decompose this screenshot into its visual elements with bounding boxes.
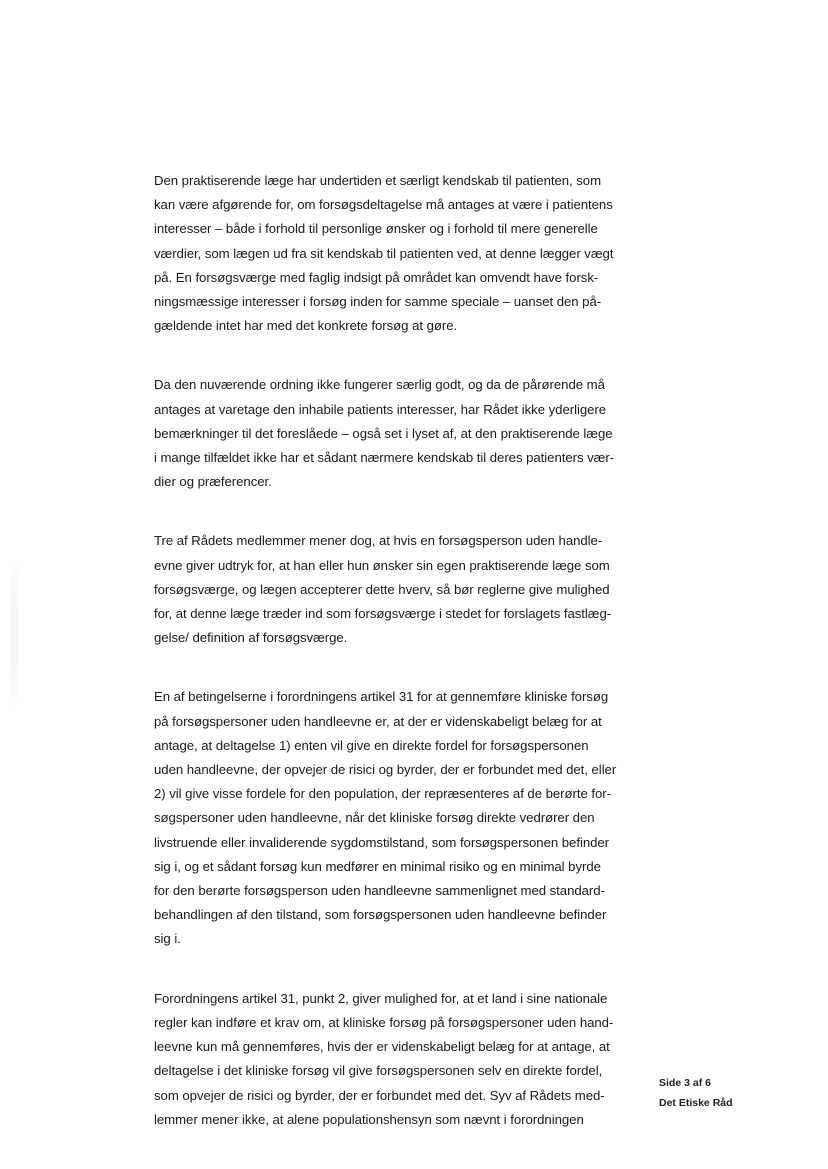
text-line: antage, at deltagelse 1) enten vil give en direkte fordel for forsøgspersonen [154, 737, 589, 753]
text-line: gældende intet har med det konkrete forsøg at gøre. [154, 318, 458, 334]
paragraph-2 [154, 373, 674, 494]
paragraph-3 [154, 529, 674, 650]
text-line: behandlingen af den tilstand, som forsøgspersonen uden handleevne befinder [154, 907, 607, 923]
text-line: interesser – både i forhold til personlige ønsker og i forhold til mere generelle [154, 221, 598, 237]
text-line: Tre af Rådets medlemmer mener dog, at hvis en forsøgsperson uden handle- [154, 533, 603, 549]
text-line: leevne kun må gennemføres, hvis der er videnskabeligt belæg for at antage, at [154, 1039, 610, 1055]
text-line: gelse/ definition af forsøgsværge. [154, 630, 348, 646]
text-line: kan være afgørende for, om forsøgsdeltagelse må antages at være i patientens [154, 197, 613, 213]
body-text [154, 169, 674, 1167]
text-line: deltagelse i det kliniske forsøg vil give forsøgspersonen selv en direkte fordel, [154, 1063, 603, 1079]
page-number: Side 3 af 6 [659, 1077, 711, 1089]
text-line: Da den nuværende ordning ikke fungerer særlig godt, og da de pårørende må [154, 377, 605, 393]
text-line: antages at varetage den inhabile patients interesser, har Rådet ikke yderligere [154, 401, 607, 417]
text-line: sig i, og et sådant forsøg kun medfører en minimal risiko og en minimal byrde [154, 858, 601, 874]
paragraph-1 [154, 169, 674, 338]
paragraph-5 [154, 987, 674, 1132]
paragraph-4 [154, 685, 674, 951]
organization-name: Det Etiske Råd [659, 1097, 733, 1109]
scan-shadow [10, 560, 18, 710]
text-line: evne giver udtryk for, at han eller hun ønsker sin egen praktiserende læge som [154, 557, 610, 573]
text-line: lemmer mener ikke, at alene populationshensyn som nævnt i forordningen [154, 1111, 584, 1127]
text-line: forsøgsværge, og lægen accepterer dette hverv, så bør reglerne give mulighed [154, 581, 610, 597]
text-line: som opvejer de risici og byrder, der er forbundet med det. Syv af Rådets med- [154, 1087, 605, 1103]
text-line: 2) vil give visse fordele for den population, der repræsenteres af de berørte for- [154, 786, 611, 802]
text-line: ningsmæssige interesser i forsøg inden for samme speciale – uanset den på- [154, 294, 602, 310]
text-line: regler kan indføre et krav om, at kliniske forsøg på forsøgspersoner uden hand- [154, 1014, 614, 1030]
text-line: Den praktiserende læge har undertiden et særligt kendskab til patienten, som [154, 173, 602, 188]
text-line: uden handleevne, der opvejer de risici og byrder, der er forbundet med det, eller [154, 762, 617, 778]
text-line: søgspersoner uden handleevne, når det kliniske forsøg direkte vedrører den [154, 810, 595, 826]
text-line: på. En forsøgsværge med faglig indsigt på området kan omvendt have forsk- [154, 269, 599, 285]
text-line: værdier, som lægen ud fra sit kendskab til patienten ved, at denne lægger vægt [154, 245, 614, 261]
text-line: på forsøgspersoner uden handleevne er, at der er videnskabeligt belæg for at [154, 713, 602, 729]
text-line: dier og præferencer. [154, 474, 272, 490]
page-footer [659, 1073, 799, 1113]
text-line: i mange tilfældet ikke har et sådant nærmere kendskab til deres patienters vær- [154, 450, 615, 466]
text-line: sig i. [154, 931, 181, 947]
text-line: En af betingelserne i forordningens artikel 31 for at gennemføre kliniske forsøg [154, 689, 609, 705]
text-line: bemærkninger til det foreslåede – også set i lyset af, at den praktiserende læge [154, 425, 613, 441]
text-line: Forordningens artikel 31, punkt 2, giver mulighed for, at et land i sine nationale [154, 990, 608, 1006]
text-line: for den berørte forsøgsperson uden handleevne sammenlignet med standard- [154, 883, 605, 899]
text-line: for, at denne læge træder ind som forsøgsværge i stedet for forslagets fastlæg- [154, 606, 612, 622]
text-line: livstruende eller invaliderende sygdomstilstand, som forsøgspersonen befinder [154, 834, 610, 850]
